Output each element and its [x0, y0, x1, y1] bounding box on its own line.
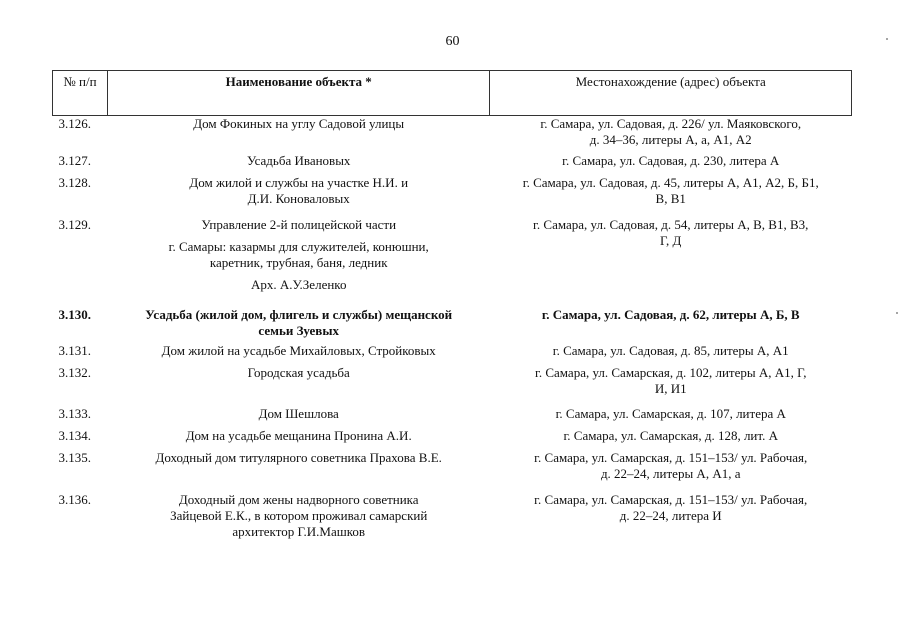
- table-header-row: [53, 71, 852, 116]
- object-address-line: г. Самара, ул. Самарская, д. 151–153/ ул. Рабочая,: [534, 491, 808, 507]
- object-name-line: Дом Фокиных на углу Садовой улицы: [193, 116, 405, 131]
- table-row: [53, 365, 852, 406]
- table-row: [53, 217, 852, 307]
- object-name-line: Зайцевой Е.К., в котором проживал самарский: [170, 507, 428, 523]
- object-address-line: д. 22–24, литера И: [619, 507, 722, 523]
- row-number: 3.134.: [58, 427, 91, 443]
- object-name: [107, 175, 489, 217]
- object-name-line: Арх. А.У.Зеленко: [250, 276, 347, 292]
- object-address-line: И, И1: [654, 380, 687, 396]
- table-row: [53, 428, 852, 450]
- object-name-line: семьи Зуевых: [258, 322, 339, 338]
- object-address-line: г. Самара, ул. Садовая, д. 85, литеры А, А1: [552, 342, 789, 358]
- object-address: [490, 343, 852, 365]
- row-number: 3.127.: [58, 152, 91, 168]
- object-address: [490, 175, 852, 217]
- object-address-line: г. Самара, ул. Садовая, д. 226/ ул. Маяковского,: [540, 116, 802, 131]
- object-name: [107, 343, 489, 365]
- object-address-line: г. Самара, ул. Садовая, д. 62, литеры А, Б, В: [541, 306, 800, 322]
- object-name-line: Дом на усадьбе мещанина Пронина А.И.: [185, 427, 412, 443]
- table-row: [53, 116, 852, 153]
- table-row: [53, 175, 852, 217]
- object-name: [107, 116, 489, 153]
- table-row: [53, 406, 852, 428]
- table-row: [53, 307, 852, 343]
- row-number: 3.133.: [58, 405, 91, 421]
- object-name: [107, 450, 489, 492]
- object-name: [107, 365, 489, 406]
- table-body: [53, 116, 852, 552]
- row-number: 3.129.: [58, 216, 91, 232]
- object-address: [490, 153, 852, 175]
- object-address: [490, 217, 852, 307]
- row-number: 3.126.: [58, 116, 91, 131]
- heritage-objects-table: [52, 70, 852, 552]
- object-address: [490, 450, 852, 492]
- object-name-line: Усадьба (жилой дом, флигель и службы) мещанской: [145, 306, 453, 322]
- object-name: [107, 153, 489, 175]
- object-name-line: архитектор Г.И.Машков: [232, 523, 366, 539]
- object-name-line: Доходный дом титулярного советника Прахова В.Е.: [155, 449, 442, 465]
- object-address-line: г. Самара, ул. Самарская, д. 128, лит. А: [563, 427, 778, 443]
- object-address-line: д. 34–36, литеры А, а, А1, А2: [589, 132, 752, 147]
- row-number: 3.128.: [58, 174, 91, 190]
- object-name-line: каретник, трубная, баня, ледник: [209, 254, 388, 270]
- header-address: Местонахождение (адрес) объекта: [490, 71, 852, 116]
- object-name: [107, 307, 489, 343]
- table-row: [53, 343, 852, 365]
- object-address-line: г. Самара, ул. Садовая, д. 54, литеры А, В, В1, В3,: [533, 216, 809, 232]
- object-name-line: Дом жилой и службы на участке Н.И. и: [189, 174, 409, 190]
- object-address-line: г. Самара, ул. Самарская, д. 151–153/ ул. Рабочая,: [534, 449, 808, 465]
- object-address: [490, 307, 852, 343]
- row-number: 3.136.: [58, 491, 91, 507]
- object-name: [107, 428, 489, 450]
- header-num: № п/п: [53, 71, 108, 116]
- table-row: [53, 492, 852, 552]
- object-address-line: д. 22–24, литеры А, А1, а: [600, 465, 741, 481]
- table-row: [53, 450, 852, 492]
- object-name: [107, 492, 489, 552]
- row-number: 3.131.: [58, 342, 91, 358]
- object-address: [490, 492, 852, 552]
- row-number: 3.132.: [58, 364, 91, 380]
- object-address: [490, 406, 852, 428]
- object-name-line: Управление 2-й полицейской части: [201, 216, 397, 232]
- object-address-line: В, В1: [655, 190, 686, 206]
- scan-speck: [896, 312, 898, 314]
- object-address: [490, 428, 852, 450]
- object-address-line: Г, Д: [660, 232, 682, 248]
- object-address-line: г. Самара, ул. Самарская, д. 102, литеры А, А1, Г,: [534, 364, 807, 380]
- object-address: [490, 116, 852, 153]
- object-name-line: Д.И. Коноваловых: [247, 190, 350, 206]
- object-name: [107, 406, 489, 428]
- object-address-line: г. Самара, ул. Садовая, д. 230, литера А: [562, 152, 780, 168]
- object-name-line: г. Самары: казармы для служителей, конюшни,: [168, 238, 429, 254]
- header-name: Наименование объекта *: [107, 71, 489, 116]
- object-name-line: Дом жилой на усадьбе Михайловых, Стройковых: [161, 342, 436, 358]
- object-name-line: Дом Шешлова: [258, 405, 339, 421]
- scan-speck: [886, 38, 888, 40]
- object-name-line: Городская усадьба: [247, 364, 350, 380]
- object-address: [490, 365, 852, 406]
- page-number: 60: [445, 34, 460, 49]
- object-name-line: Доходный дом жены надворного советника: [178, 491, 419, 507]
- object-address-line: г. Самара, ул. Садовая, д. 45, литеры А, А1, А2, Б, Б1,: [522, 174, 819, 190]
- row-number: 3.130.: [58, 306, 91, 322]
- table-row: [53, 153, 852, 175]
- object-name-line: Усадьба Ивановых: [246, 152, 351, 168]
- object-name: [107, 217, 489, 307]
- row-number: 3.135.: [58, 449, 91, 465]
- object-address-line: г. Самара, ул. Самарская, д. 107, литера А: [555, 405, 786, 421]
